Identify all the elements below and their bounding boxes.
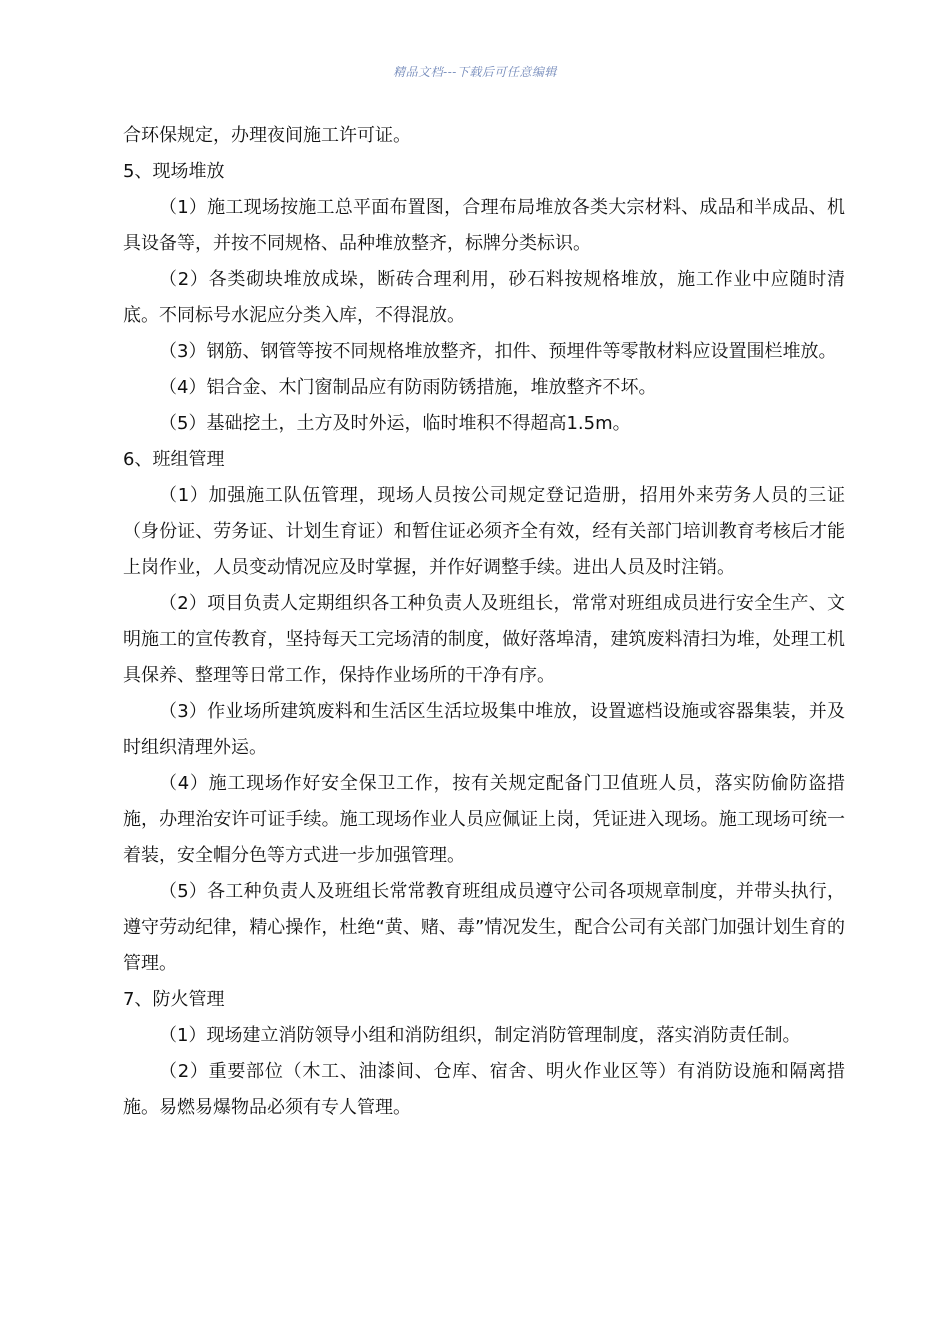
paragraph: （1）施工现场按施工总平面布置图，合理布局堆放各类大宗材料、成品和半成品、机具设备等，并按不同规格、品种堆放整齐，标牌分类标识。 xyxy=(123,197,845,254)
paragraph-continuation: 合环保规定，办理夜间施工许可证。 xyxy=(123,125,411,146)
paragraph: （1）加强施工队伍管理，现场人员按公司规定登记造册，招用外来劳务人员的三证（身份证、劳务证、计划生育证）和暂住证必须齐全有效，经有关部门培训教育考核后才能上岗作业，人员变动情况应及时掌握，并作好调整手续。进出人员及时注销。 xyxy=(123,485,845,578)
paragraph: （3）钢筋、钢管等按不同规格堆放整齐，扣件、预埋件等零散材料应设置围栏堆放。 xyxy=(159,341,837,362)
paragraph: （4）施工现场作好安全保卫工作，按有关规定配备门卫值班人员，落实防偷防盗措施，办理治安许可证手续。施工现场作业人员应佩证上岗，凭证进入现场。施工现场可统一着装，安全帽分色等方式进一步加强管理。 xyxy=(123,773,845,866)
header-watermark-note: 精品文档---下载后可任意编辑 xyxy=(393,65,557,79)
paragraph: （2）项目负责人定期组织各工种负责人及班组长，常常对班组成员进行安全生产、文明施工的宣传教育，坚持每天工完场清的制度，做好落埠清，建筑废料清扫为堆，处理工机具保养、整理等日常工作，保持作业场所的干净有序。 xyxy=(123,593,845,686)
paragraph: （2）各类砌块堆放成垛，断砖合理利用，砂石料按规格堆放，施工作业中应随时清底。不同标号水泥应分类入库，不得混放。 xyxy=(123,269,845,326)
paragraph: （1）现场建立消防领导小组和消防组织，制定消防管理制度，落实消防责任制。 xyxy=(159,1025,801,1046)
document-body xyxy=(123,118,845,1126)
paragraph: （4）铝合金、木门窗制品应有防雨防锈措施，堆放整齐不坏。 xyxy=(159,377,657,398)
section-heading-fire-management: 7、防火管理 xyxy=(123,989,225,1010)
paragraph: （5）基础挖土，土方及时外运，临时堆积不得超高1.5m。 xyxy=(159,413,631,434)
paragraph: （2）重要部位（木工、油漆间、仓库、宿舍、明火作业区等）有消防设施和隔离措施。易燃易爆物品必须有专人管理。 xyxy=(123,1061,845,1118)
paragraph: （5）各工种负责人及班组长常常教育班组成员遵守公司各项规章制度，并带头执行，遵守劳动纪律，精心操作，杜绝“黄、赌、毒”情况发生，配合公司有关部门加强计划生育的管理。 xyxy=(123,881,845,974)
section-heading-team-management: 6、班组管理 xyxy=(123,449,225,470)
section-heading-site-stacking: 5、现场堆放 xyxy=(123,161,225,182)
paragraph: （3）作业场所建筑废料和生活区生活垃圾集中堆放，设置遮档设施或容器集装，并及时组织清理外运。 xyxy=(123,701,845,758)
